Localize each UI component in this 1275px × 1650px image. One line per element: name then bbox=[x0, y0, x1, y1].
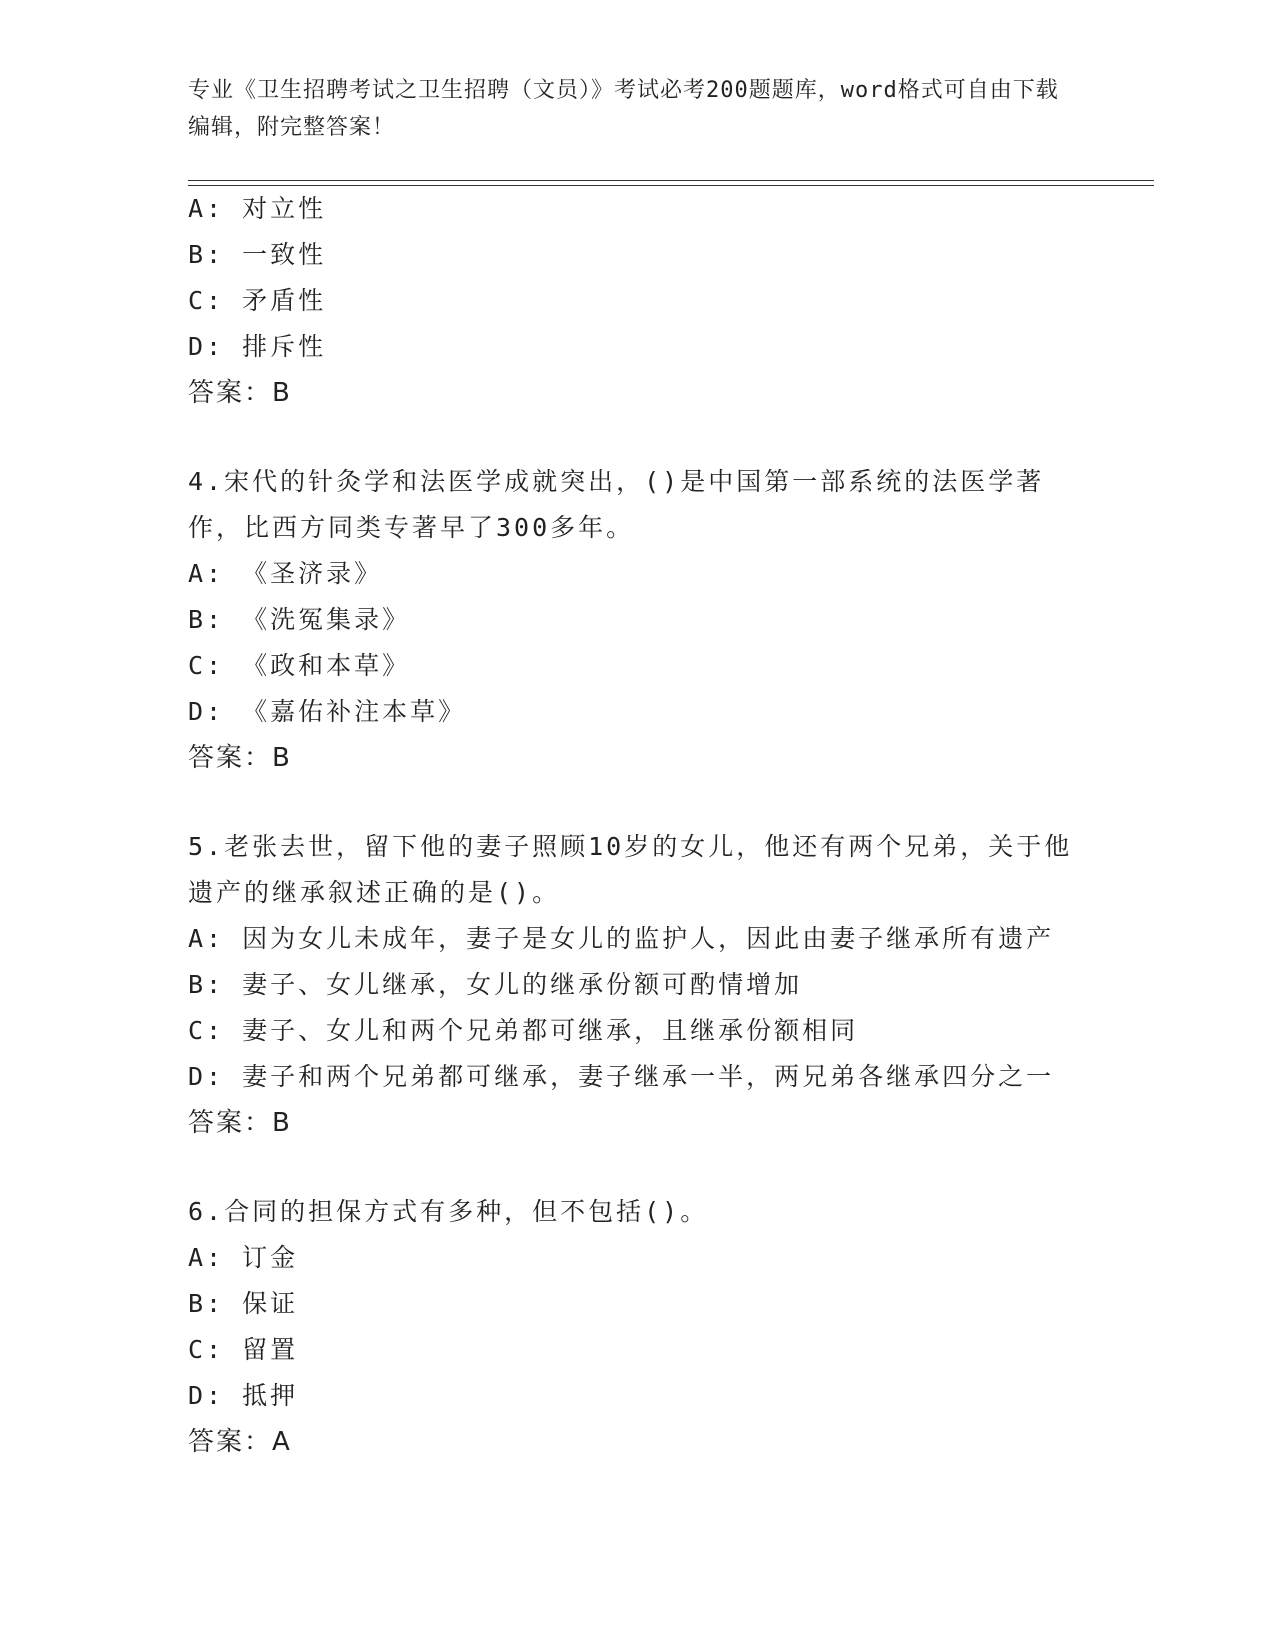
question-text: 6.合同的担保方式有多种，但不包括()。 bbox=[188, 1197, 709, 1226]
option-c: C: 矛盾性 bbox=[188, 286, 327, 315]
option-a: A: 《圣济录》 bbox=[188, 559, 383, 588]
option-d: D: 《嘉佑补注本草》 bbox=[188, 697, 467, 726]
question-3 bbox=[188, 186, 1088, 416]
answer: 答案：A bbox=[188, 1427, 292, 1457]
header-divider-thick bbox=[188, 180, 1154, 181]
option-c: C: 留置 bbox=[188, 1335, 299, 1364]
option-a: A: 对立性 bbox=[188, 194, 327, 223]
answer: 答案：B bbox=[188, 378, 292, 408]
answer: 答案：B bbox=[188, 743, 292, 773]
option-c: C: 妻子、女儿和两个兄弟都可继承，且继承份额相同 bbox=[188, 1016, 859, 1045]
option-a: A: 订金 bbox=[188, 1243, 299, 1272]
document-header: 专业《卫生招聘考试之卫生招聘（文员）》考试必考200题题库，word格式可自由下载编辑，附完整答案！ bbox=[188, 78, 1059, 140]
option-d: D: 妻子和两个兄弟都可继承，妻子继承一半，两兄弟各继承四分之一 bbox=[188, 1062, 1055, 1091]
question-text: 5.老张去世，留下他的妻子照顾10岁的女儿，他还有两个兄弟，关于他遗产的继承叙述正确的是()。 bbox=[188, 832, 1073, 907]
option-d: D: 抵押 bbox=[188, 1381, 299, 1410]
question-6 bbox=[188, 1189, 1088, 1465]
option-b: B: 《洗冤集录》 bbox=[188, 605, 411, 634]
question-text: 4.宋代的针灸学和法医学成就突出，()是中国第一部系统的法医学著作，比西方同类专著早了300多年。 bbox=[188, 467, 1045, 542]
answer: 答案：B bbox=[188, 1108, 292, 1138]
option-b: B: 一致性 bbox=[188, 240, 327, 269]
question-4 bbox=[188, 459, 1088, 781]
option-b: B: 妻子、女儿继承，女儿的继承份额可酌情增加 bbox=[188, 970, 803, 999]
option-d: D: 排斥性 bbox=[188, 332, 327, 361]
option-b: B: 保证 bbox=[188, 1289, 299, 1318]
option-a: A: 因为女儿未成年，妻子是女儿的监护人，因此由妻子继承所有遗产 bbox=[188, 924, 1055, 953]
question-5 bbox=[188, 824, 1088, 1146]
question-list bbox=[188, 186, 1088, 1465]
option-c: C: 《政和本草》 bbox=[188, 651, 411, 680]
